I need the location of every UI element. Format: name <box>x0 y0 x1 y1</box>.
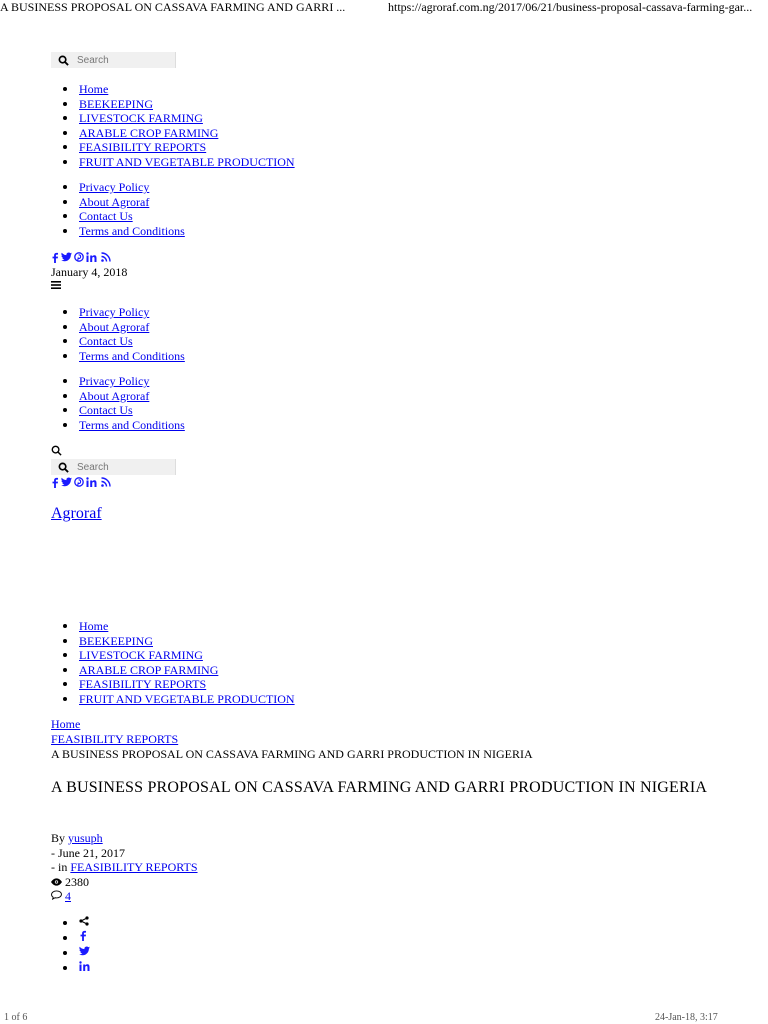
pinterest-icon[interactable] <box>74 477 84 487</box>
social-links-mobile <box>51 476 111 488</box>
menu-item-beekeeping[interactable]: BEEKEEPING <box>79 634 295 649</box>
main-menu-bottom <box>51 619 295 706</box>
share-twitter[interactable] <box>79 945 92 960</box>
facebook-icon[interactable] <box>51 252 59 263</box>
site-title-link[interactable]: Agroraf <box>51 505 102 522</box>
post-title: A BUSINESS PROPOSAL ON CASSAVA FARMING AND GARRI PRODUCTION IN NIGERIA <box>51 779 708 796</box>
menu-item-fruit-veg[interactable]: FRUIT AND VEGETABLE PRODUCTION <box>79 154 295 169</box>
comment-icon <box>51 889 62 904</box>
author-link[interactable]: yusuph <box>68 831 103 845</box>
social-links-top <box>51 251 111 263</box>
menu-item-terms[interactable]: Terms and Conditions <box>79 348 185 363</box>
share-facebook[interactable] <box>79 930 92 945</box>
menu-item-beekeeping[interactable]: BEEKEEPING <box>79 97 295 112</box>
secondary-menu-mobile <box>51 305 185 363</box>
search-input[interactable]: Search <box>77 461 109 473</box>
share-list <box>51 915 92 975</box>
menu-item-contact[interactable]: Contact Us <box>79 209 185 224</box>
menu-item-contact[interactable]: Contact Us <box>79 334 185 349</box>
breadcrumb-current: A BUSINESS PROPOSAL ON CASSAVA FARMING AND GARRI PRODUCTION IN NIGERIA <box>51 747 533 761</box>
rss-icon[interactable] <box>101 252 111 262</box>
comment-count-link[interactable]: 4 <box>65 889 71 903</box>
eye-icon <box>51 875 62 890</box>
post-date: - June 21, 2017 <box>51 845 125 860</box>
share-icon[interactable] <box>79 915 89 929</box>
breadcrumb-category[interactable]: FEASIBILITY REPORTS <box>51 732 179 746</box>
hamburger-icon[interactable] <box>51 279 61 294</box>
twitter-icon[interactable] <box>79 945 90 959</box>
rss-icon[interactable] <box>101 477 111 487</box>
search-toggle-icon[interactable] <box>51 445 62 460</box>
menu-item-livestock[interactable]: LIVESTOCK FARMING <box>79 111 295 126</box>
menu-item-privacy[interactable]: Privacy Policy <box>79 374 185 389</box>
breadcrumb <box>51 717 533 762</box>
share-linkedin[interactable] <box>79 960 92 975</box>
secondary-menu-top <box>51 180 185 238</box>
search-icon[interactable] <box>51 52 75 68</box>
secondary-menu-footer <box>51 374 185 432</box>
breadcrumb-home[interactable]: Home <box>51 717 81 731</box>
print-page-number: 1 of 6 <box>4 1012 28 1023</box>
linkedin-icon[interactable] <box>86 477 99 487</box>
header-date: January 4, 2018 <box>51 265 128 279</box>
by-label: By <box>51 831 66 845</box>
main-menu-top <box>51 82 295 169</box>
facebook-icon[interactable] <box>79 930 87 944</box>
search-input[interactable]: Search <box>77 54 109 66</box>
category-link[interactable]: FEASIBILITY REPORTS <box>70 860 198 874</box>
pinterest-icon[interactable] <box>74 252 84 262</box>
facebook-icon[interactable] <box>51 477 59 488</box>
menu-item-home[interactable]: Home <box>79 619 295 634</box>
linkedin-icon[interactable] <box>79 960 92 974</box>
menu-item-about[interactable]: About Agroraf <box>79 320 185 335</box>
post-meta <box>51 831 198 904</box>
page-title-header: A BUSINESS PROPOSAL ON CASSAVA FARMING AND GARRI ... <box>0 0 346 14</box>
menu-item-arable[interactable]: ARABLE CROP FARMING <box>79 126 295 141</box>
twitter-icon[interactable] <box>61 252 72 262</box>
menu-item-feasibility[interactable]: FEASIBILITY REPORTS <box>79 677 295 692</box>
menu-item-home[interactable]: Home <box>79 82 295 97</box>
menu-item-fruit-veg[interactable]: FRUIT AND VEGETABLE PRODUCTION <box>79 691 295 706</box>
page-url: https://agroraf.com.ng/2017/06/21/business-proposal-cassava-farming-gar... <box>388 0 753 14</box>
menu-item-about[interactable]: About Agroraf <box>79 195 185 210</box>
search-bar-top[interactable] <box>51 52 176 68</box>
menu-item-terms[interactable]: Terms and Conditions <box>79 223 185 238</box>
search-icon[interactable] <box>51 459 75 475</box>
menu-item-feasibility[interactable]: FEASIBILITY REPORTS <box>79 140 295 155</box>
menu-item-privacy[interactable]: Privacy Policy <box>79 305 185 320</box>
print-timestamp: 24-Jan-18, 3:17 <box>655 1012 718 1023</box>
linkedin-icon[interactable] <box>86 252 99 262</box>
share-item[interactable] <box>79 915 92 930</box>
view-count: 2380 <box>65 874 89 889</box>
menu-item-livestock[interactable]: LIVESTOCK FARMING <box>79 648 295 663</box>
menu-item-about[interactable]: About Agroraf <box>79 389 185 404</box>
menu-item-privacy[interactable]: Privacy Policy <box>79 180 185 195</box>
menu-item-contact[interactable]: Contact Us <box>79 403 185 418</box>
search-bar-mobile[interactable] <box>51 459 176 475</box>
menu-item-terms[interactable]: Terms and Conditions <box>79 417 185 432</box>
menu-item-arable[interactable]: ARABLE CROP FARMING <box>79 663 295 678</box>
twitter-icon[interactable] <box>61 477 72 487</box>
in-label: - in <box>51 860 68 874</box>
